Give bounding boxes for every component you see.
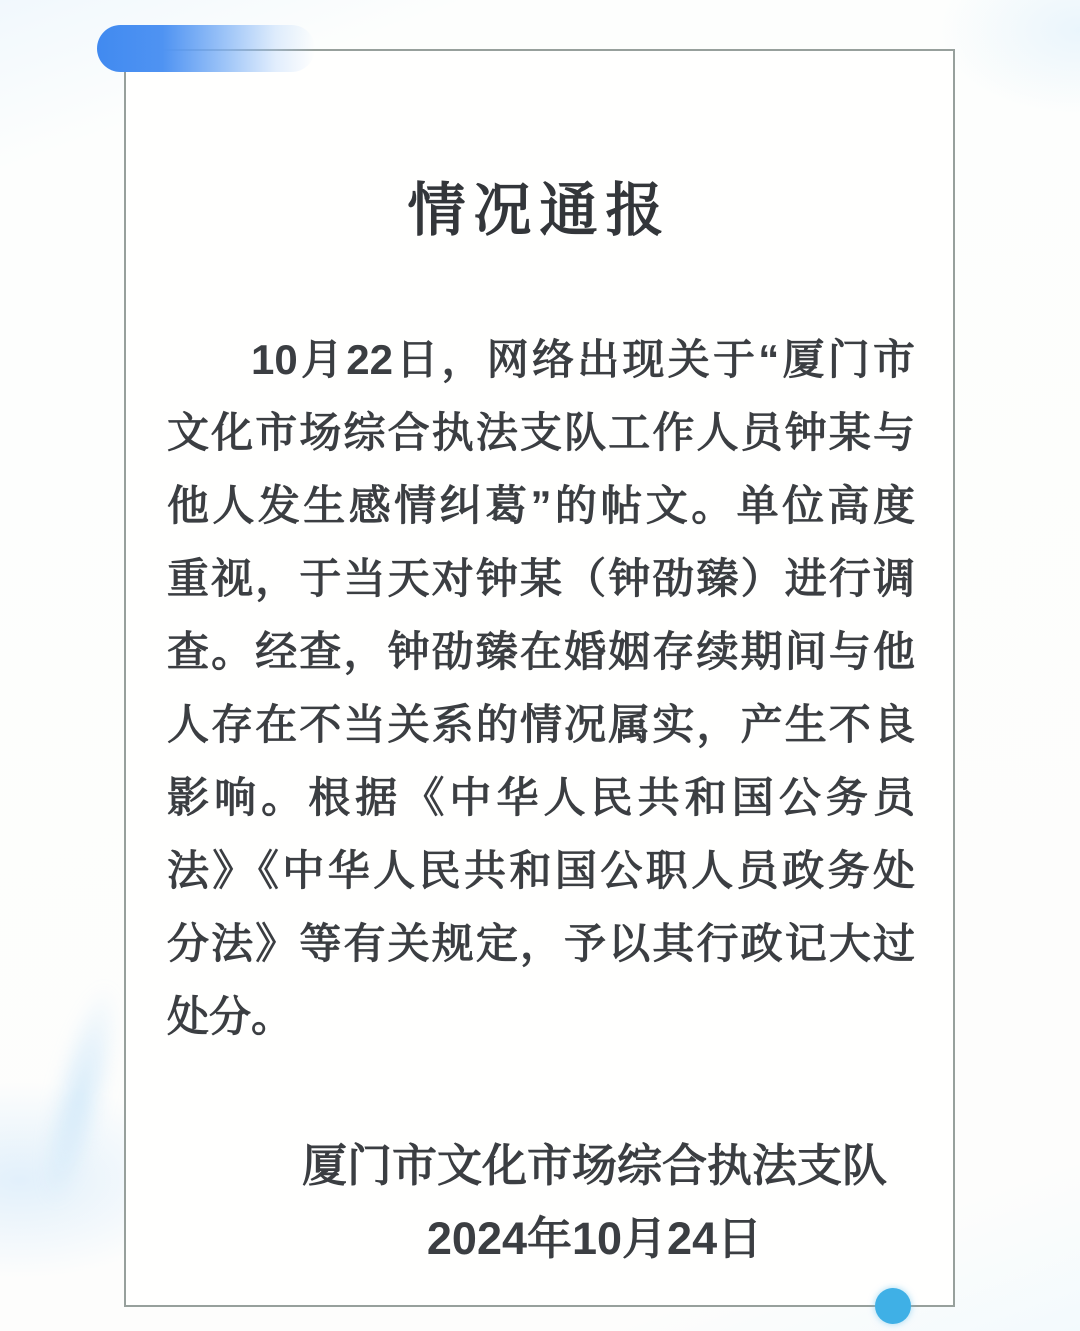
notice-card bbox=[124, 49, 955, 1307]
notice-title: 情况通报 bbox=[407, 178, 672, 243]
issuing-authority: 厦门市文化市场综合执法支队 bbox=[301, 1140, 887, 1191]
signature-block bbox=[236, 1129, 953, 1275]
corner-accent-dot bbox=[875, 1288, 911, 1324]
body-line: 处分。 bbox=[167, 993, 294, 1040]
body-line: 查。经查，钟劭臻在婚姻存续期间与他 bbox=[167, 628, 915, 675]
corner-accent-pill bbox=[97, 25, 315, 72]
body-line: 他人发生感情纠葛”的帖文。单位高度 bbox=[167, 482, 915, 529]
body-line: 人存在不当关系的情况属实，产生不良 bbox=[167, 701, 915, 748]
body-line: 文化市场综合执法支队工作人员钟某与 bbox=[167, 409, 915, 456]
body-line: 分法》等有关规定，予以其行政记大过 bbox=[167, 920, 915, 967]
notice-body bbox=[167, 323, 915, 1053]
corner-accent-streak bbox=[25, 977, 135, 1214]
body-line: 法》《中华人民共和国公职人员政务处 bbox=[167, 847, 915, 894]
body-line: 影响。根据《中华人民共和国公务员 bbox=[167, 774, 915, 821]
body-line: 重视，于当天对钟某（钟劭臻）进行调 bbox=[167, 555, 915, 602]
body-line: 10月22日，网络出现关于“厦门市 bbox=[251, 336, 915, 383]
notice-date: 2024年10月24日 bbox=[426, 1213, 763, 1264]
